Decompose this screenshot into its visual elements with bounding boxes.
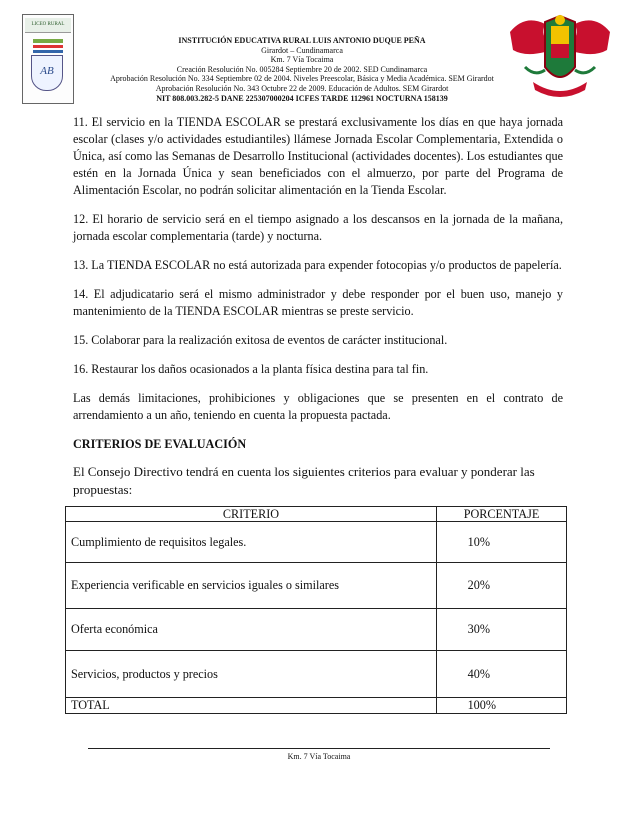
- table-total-row: [66, 698, 567, 714]
- logo-band: [25, 18, 71, 33]
- footer-divider: [88, 748, 550, 749]
- paragraph-11: 11. El servicio en la TIENDA ESCOLAR se prestará exclusivamente los días en que haya jornada escolar (clases y/o actividades estudiantiles) llámese Jornada Escolar Complementaria, Extendida o Única, así como las Semanas de Desarrollo Institucional (actividades docentes). Los estudiantes que estén en la Jornada Única y sean beneficiados con el almuerzo, por parte del Programa de Alimentación Escolar, no podrán solicitar alimentación en la Tienda Escolar.: [73, 115, 563, 197]
- logo-monogram: AB: [40, 65, 54, 77]
- paragraph-14: 14. El adjudicatario será el mismo administrador y debe responder por el buen uso, manejo y mantenimiento de la TIENDA ESCOLAR mientras se preste servicio.: [73, 287, 563, 318]
- table-row: [66, 651, 567, 698]
- paragraph-15: 15. Colaborar para la realización exitosa de eventos de carácter institucional.: [73, 333, 448, 347]
- porcentaje-cell: 40%: [437, 651, 567, 698]
- criterio-cell: Servicios, productos y precios: [66, 651, 437, 698]
- paragraph-16: 16. Restaurar los daños ocasionados a la planta física destina para tal fin.: [73, 362, 429, 376]
- header-approval-1: Aprobación Resolución No. 334 Septiembre 02 de 2004. Niveles Preescolar, Básica y Media Académica. SEM Girardot: [110, 74, 494, 84]
- table-header-row: [66, 507, 567, 522]
- porcentaje-cell: 10%: [437, 522, 567, 563]
- total-label: TOTAL: [66, 698, 437, 714]
- header-nit: NIT 808.003.282-5 DANE 225307000204 ICFES TARDE 112961 NOCTURNA 158139: [156, 93, 448, 103]
- header-criterio: CRITERIO: [66, 507, 437, 522]
- table-row: [66, 609, 567, 651]
- institution-header: [82, 36, 522, 103]
- school-logo-left: [22, 14, 74, 104]
- criteria-intro: El Consejo Directivo tendrá en cuenta los siguientes criterios para evaluar y ponderar las propuestas:: [73, 464, 535, 497]
- table-row: [66, 563, 567, 609]
- logo-shield: [31, 55, 63, 91]
- document-body: [73, 114, 563, 503]
- section-title: CRITERIOS DE EVALUACIÓN: [73, 437, 247, 451]
- porcentaje-cell: 30%: [437, 609, 567, 651]
- criterio-cell: Experiencia verificable en servicios iguales o similares: [66, 563, 437, 609]
- header-creation: Creación Resolución No. 005284 Septiembre 20 de 2002. SED Cundinamarca: [176, 64, 428, 74]
- porcentaje-cell: 20%: [437, 563, 567, 609]
- institution-name: INSTITUCIÓN EDUCATIVA RURAL LUIS ANTONIO DUQUE PEÑA: [178, 36, 426, 45]
- paragraph-13: 13. La TIENDA ESCOLAR no está autorizada para expender fotocopias y/o productos de papelería.: [73, 258, 562, 272]
- logo-band-text: LICEO RURAL: [31, 22, 65, 27]
- table-row: [66, 522, 567, 563]
- header-approval-2: Aprobación Resolución No. 343 Octubre 22 de 2009. Educación de Adultos. SEM Girardot: [155, 83, 449, 93]
- criteria-table: [65, 506, 567, 714]
- criterio-cell: Cumplimiento de requisitos legales.: [66, 522, 437, 563]
- footer-address: Km. 7 Vía Tocaima: [287, 752, 351, 761]
- total-value: 100%: [437, 698, 567, 714]
- paragraph-limitations: Las demás limitaciones, prohibiciones y obligaciones que se presenten en el contrato de arrendamiento a un año, teniendo en cuenta la propuesta pactada.: [73, 391, 563, 422]
- criterio-cell: Oferta económica: [66, 609, 437, 651]
- paragraph-12: 12. El horario de servicio será en el tiempo asignado a los descansos en la jornada de la mañana, jornada escolar complementaria (tarde) y nocturna.: [73, 212, 563, 243]
- header-city: Girardot – Cundinamarca: [261, 45, 343, 55]
- header-porcentaje: PORCENTAJE: [437, 507, 567, 522]
- header-address: Km. 7 Vía Tocaima: [270, 55, 334, 65]
